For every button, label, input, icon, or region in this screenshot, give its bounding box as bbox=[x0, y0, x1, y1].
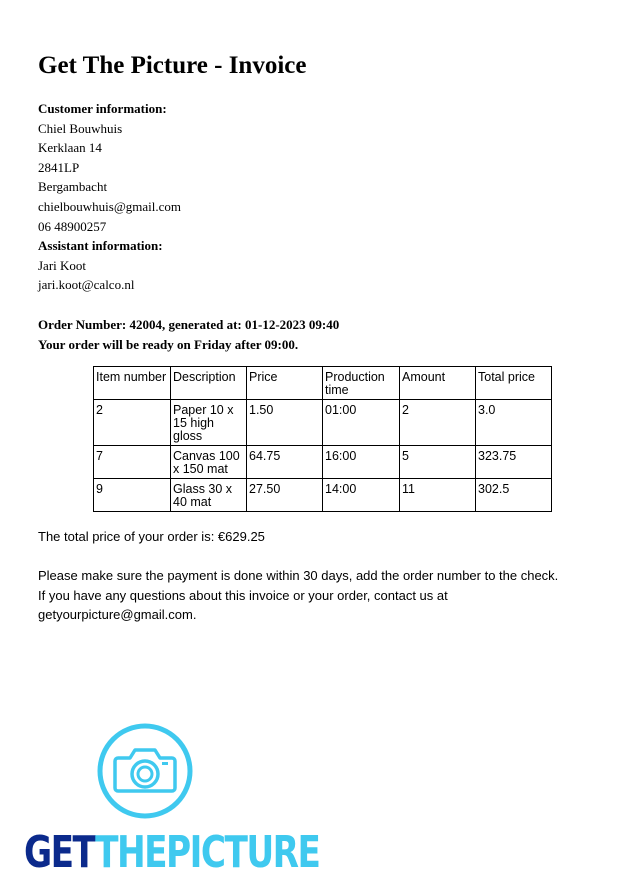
brand-logo bbox=[24, 828, 319, 878]
table-header-row bbox=[94, 367, 552, 400]
payment-note bbox=[38, 566, 558, 625]
cell-production-time: 16:00 bbox=[323, 446, 400, 479]
cell-item-number: 2 bbox=[94, 400, 171, 446]
cell-item-number: 9 bbox=[94, 479, 171, 512]
logo-word-get: GET bbox=[24, 827, 96, 878]
logo-word-picture: PICTURE bbox=[166, 827, 320, 878]
cell-description: Canvas 100 x 150 mat bbox=[171, 446, 247, 479]
order-total: The total price of your order is: €629.25 bbox=[38, 529, 265, 544]
camera-icon bbox=[96, 722, 194, 820]
customer-street: Kerklaan 14 bbox=[38, 140, 102, 156]
assistant-heading: Assistant information: bbox=[38, 238, 163, 254]
cell-description: Paper 10 x 15 high gloss bbox=[171, 400, 247, 446]
cell-amount: 2 bbox=[400, 400, 476, 446]
order-section bbox=[38, 315, 339, 354]
cell-production-time: 14:00 bbox=[323, 479, 400, 512]
assistant-email: jari.koot@calco.nl bbox=[38, 277, 135, 293]
cell-price: 64.75 bbox=[247, 446, 323, 479]
assistant-name: Jari Koot bbox=[38, 257, 87, 273]
logo-word-the: THE bbox=[95, 827, 167, 878]
cell-production-time: 01:00 bbox=[323, 400, 400, 446]
order-number: Order Number: 42004, generated at: 01-12-2023 09:40 bbox=[38, 317, 340, 332]
order-table bbox=[93, 366, 552, 512]
note-line: If you have any questions about this invoice or your order, contact us at bbox=[38, 587, 448, 603]
cell-total-price: 3.0 bbox=[476, 400, 552, 446]
cell-price: 27.50 bbox=[247, 479, 323, 512]
customer-phone: 06 48900257 bbox=[38, 218, 107, 234]
table-row bbox=[94, 400, 552, 446]
table-row bbox=[94, 446, 552, 479]
cell-price: 1.50 bbox=[247, 400, 323, 446]
header-item-number: Item number bbox=[94, 367, 171, 400]
info-section bbox=[38, 99, 181, 295]
table-row bbox=[94, 479, 552, 512]
customer-postcode: 2841LP bbox=[38, 159, 80, 175]
cell-description: Glass 30 x 40 mat bbox=[171, 479, 247, 512]
cell-total-price: 323.75 bbox=[476, 446, 552, 479]
note-line: Please make sure the payment is done within 30 days, add the order number to the check. bbox=[38, 568, 559, 583]
note-line: getyourpicture@gmail.com. bbox=[38, 607, 197, 622]
customer-heading: Customer information: bbox=[38, 101, 167, 116]
cell-total-price: 302.5 bbox=[476, 479, 552, 512]
header-price: Price bbox=[247, 367, 323, 400]
header-amount: Amount bbox=[400, 367, 476, 400]
header-description: Description bbox=[171, 367, 247, 400]
customer-email: chielbouwhuis@gmail.com bbox=[38, 198, 182, 214]
cell-amount: 11 bbox=[400, 479, 476, 512]
header-production-time: Production time bbox=[323, 367, 400, 400]
header-total-price: Total price bbox=[476, 367, 552, 400]
customer-name: Chiel Bouwhuis bbox=[38, 120, 123, 136]
cell-item-number: 7 bbox=[94, 446, 171, 479]
cell-amount: 5 bbox=[400, 446, 476, 479]
order-ready: Your order will be ready on Friday after 09:00. bbox=[38, 336, 299, 352]
invoice-title: Get The Picture - Invoice bbox=[38, 52, 307, 79]
customer-city: Bergambacht bbox=[38, 179, 108, 195]
